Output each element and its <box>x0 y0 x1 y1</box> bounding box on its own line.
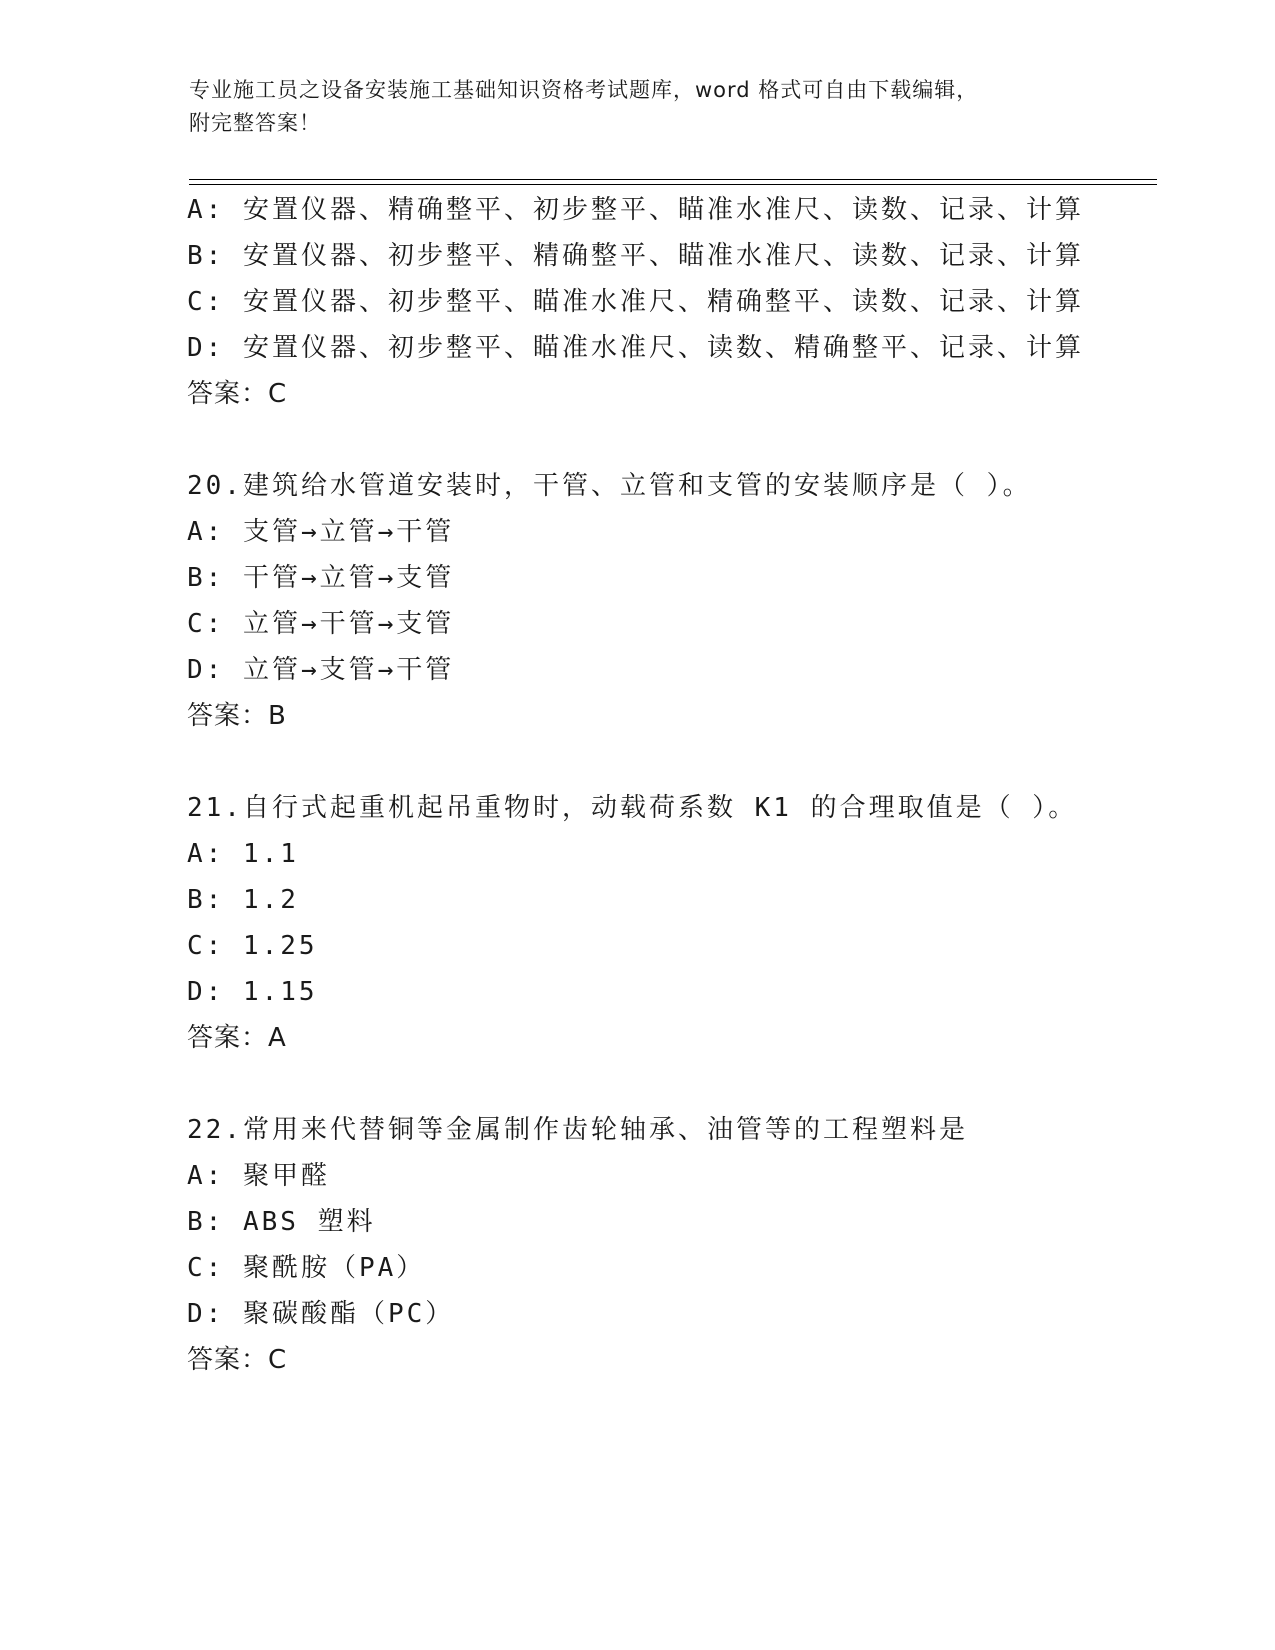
question-19 <box>187 187 1167 417</box>
spacer <box>187 1061 1167 1107</box>
question-22 <box>187 1107 1167 1383</box>
question-21 <box>187 785 1167 1061</box>
question-20 <box>187 463 1167 739</box>
option-b: B: 安置仪器、初步整平、精确整平、瞄准水准尺、读数、记录、计算 <box>187 241 1084 271</box>
question-stem: 22.常用来代替铜等金属制作齿轮轴承、油管等的工程塑料是 <box>187 1115 968 1145</box>
option-b: B: 1.2 <box>187 885 299 915</box>
option-a: A: 聚甲醛 <box>187 1161 330 1191</box>
option-d: D: 聚碳酸酯（PC） <box>187 1299 455 1329</box>
option-c: C: 1.25 <box>187 931 318 961</box>
header-divider-top <box>189 179 1157 180</box>
question-stem: 21.自行式起重机起吊重物时，动载荷系数 K1 的合理取值是（ ）。 <box>187 793 1078 823</box>
option-c: C: 聚酰胺（PA） <box>187 1253 426 1283</box>
spacer <box>187 739 1167 785</box>
header-line-1: 专业施工员之设备安装施工基础知识资格考试题库，word 格式可自由下载编辑， <box>189 78 979 102</box>
question-stem: 20.建筑给水管道安装时，干管、立管和支管的安装顺序是（ ）。 <box>187 471 1032 501</box>
option-a: A: 安置仪器、精确整平、初步整平、瞄准水准尺、读数、记录、计算 <box>187 195 1084 225</box>
option-a: A: 1.1 <box>187 839 299 869</box>
option-d: D: 1.15 <box>187 977 318 1007</box>
header-divider-bottom <box>189 184 1157 185</box>
spacer <box>187 417 1167 463</box>
option-b: B: ABS 塑料 <box>187 1207 376 1237</box>
option-c: C: 安置仪器、初步整平、瞄准水准尺、精确整平、读数、记录、计算 <box>187 287 1084 317</box>
answer: 答案：C <box>187 379 288 409</box>
answer: 答案：B <box>187 701 287 731</box>
answer: 答案：A <box>187 1023 287 1053</box>
option-a: A: 支管→立管→干管 <box>187 517 455 547</box>
question-list <box>187 187 1167 1383</box>
option-b: B: 干管→立管→支管 <box>187 563 455 593</box>
document-header <box>189 74 1069 140</box>
answer: 答案：C <box>187 1345 288 1375</box>
option-d: D: 立管→支管→干管 <box>187 655 455 685</box>
option-d: D: 安置仪器、初步整平、瞄准水准尺、读数、精确整平、记录、计算 <box>187 333 1084 363</box>
header-line-2: 附完整答案！ <box>189 111 321 135</box>
option-c: C: 立管→干管→支管 <box>187 609 455 639</box>
